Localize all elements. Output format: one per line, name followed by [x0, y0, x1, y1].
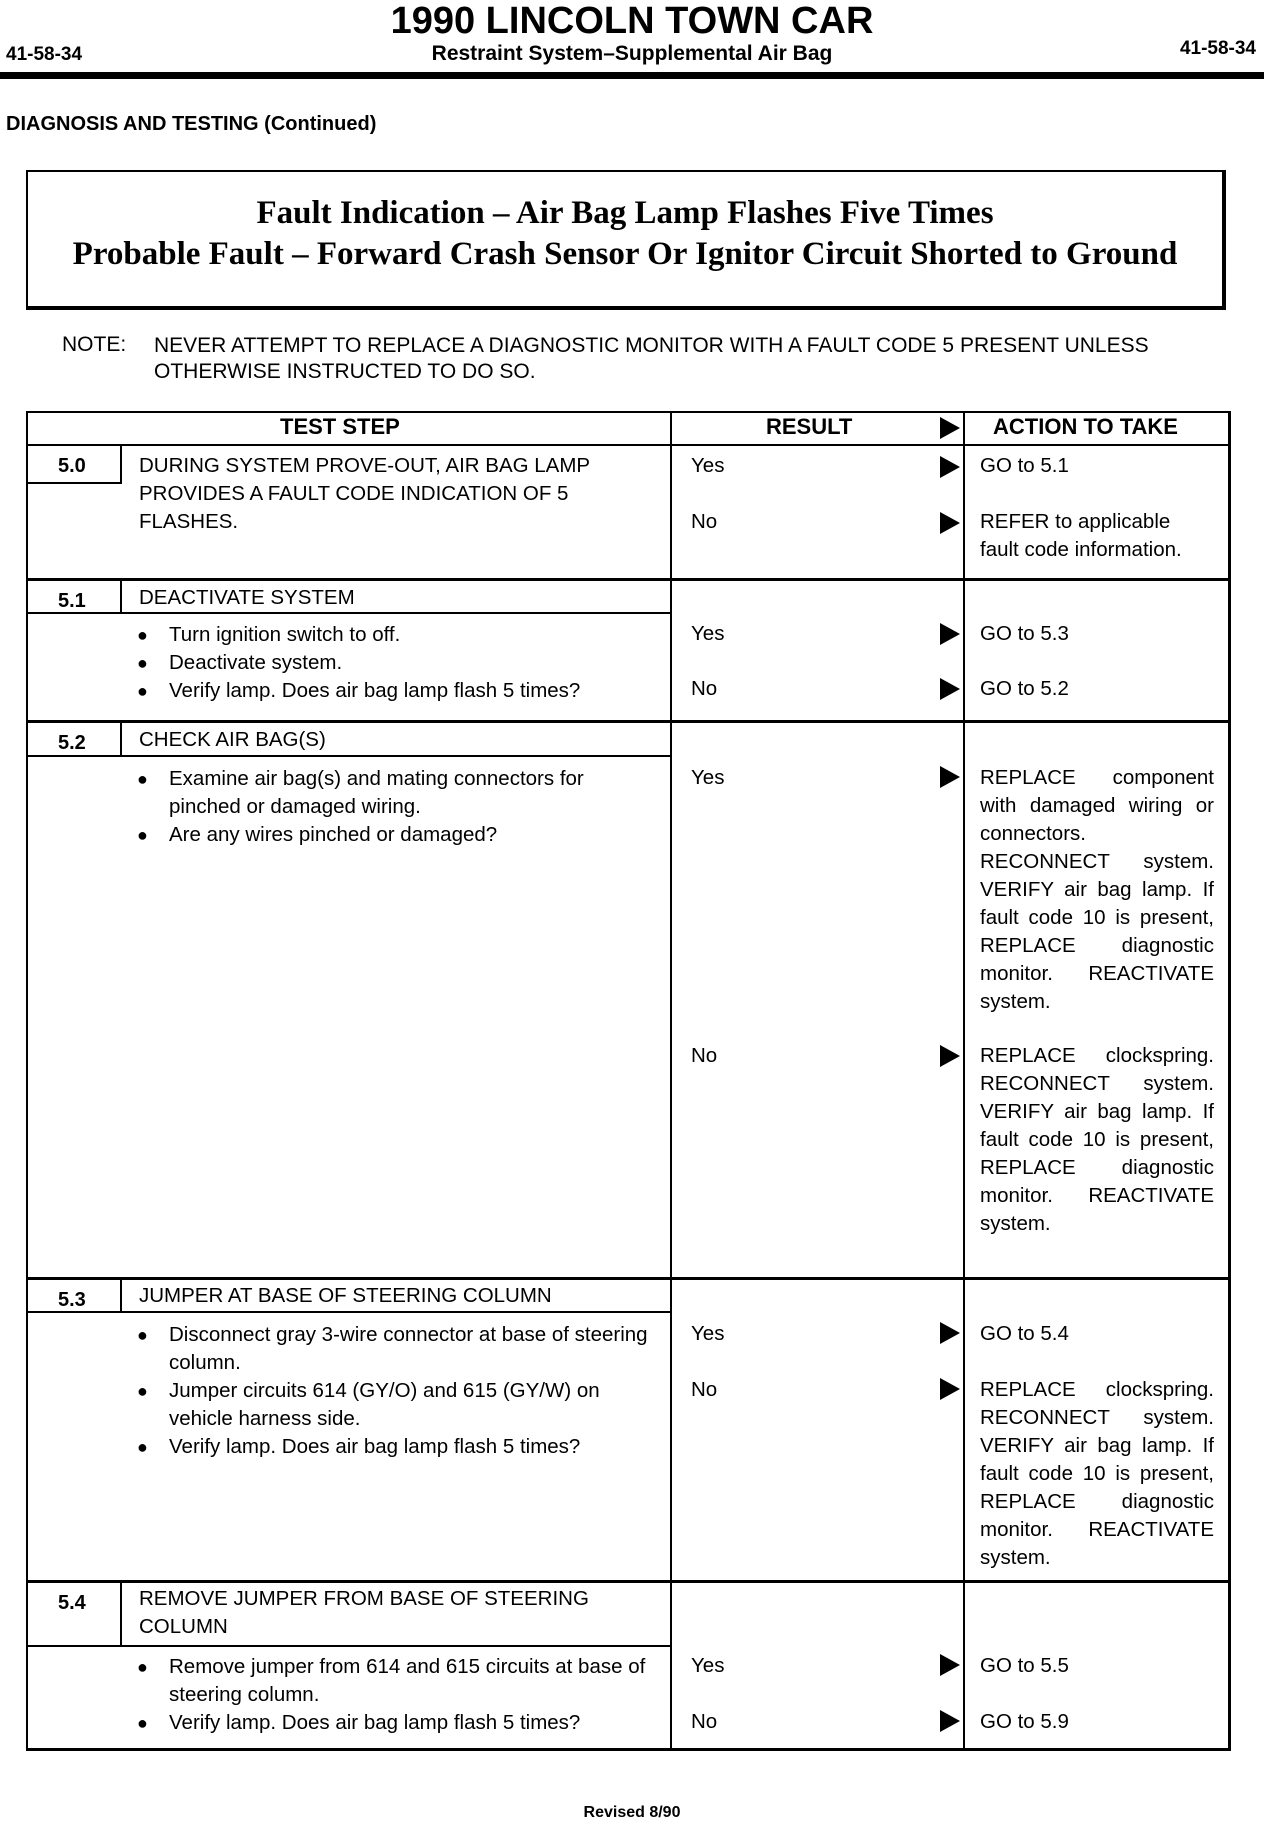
- arrow-icon: [940, 1654, 960, 1676]
- arrow-icon: [940, 456, 960, 478]
- step-title: CHECK AIR BAG(S): [139, 728, 326, 751]
- step-bullets: [135, 765, 655, 849]
- step-number: 5.3: [58, 1289, 86, 1311]
- title-rule: [26, 755, 670, 757]
- step-title: DEACTIVATE SYSTEM: [139, 586, 355, 609]
- arrow-icon: [940, 766, 960, 788]
- bullet-icon: ●: [137, 681, 148, 701]
- fault-box: [26, 170, 1226, 310]
- result-yes: Yes: [691, 622, 725, 645]
- result-yes: Yes: [691, 1322, 725, 1345]
- bullet-icon: ●: [137, 1657, 148, 1677]
- bullet-item: ● Disconnect gray 3-wire connector at base of steering column.: [137, 1323, 648, 1374]
- bullet-icon: ●: [137, 1713, 148, 1733]
- bullet-icon: ●: [137, 1325, 148, 1345]
- step-number-rule: [120, 581, 122, 613]
- bullet-icon: ●: [137, 1381, 148, 1401]
- step-number-rule: [120, 1280, 122, 1312]
- fault-indication: Fault Indication – Air Bag Lamp Flashes Five Times: [256, 195, 994, 231]
- arrow-icon: [940, 417, 960, 439]
- note-label: NOTE:: [62, 333, 127, 356]
- probable-fault: Probable Fault – Forward Crash Sensor Or Ignitor Circuit Shorted to Ground: [72, 236, 1178, 272]
- result-yes: Yes: [691, 454, 725, 477]
- step-number: 5.1: [58, 590, 86, 612]
- result-no: No: [691, 1378, 718, 1401]
- title-rule: [26, 612, 670, 614]
- bullet-icon: ●: [137, 1437, 148, 1457]
- bullet-item: ● Deactivate system.: [135, 649, 655, 677]
- column-divider: [670, 411, 672, 1751]
- bullet-item: ● Examine air bag(s) and mating connectors for pinched or damaged wiring.: [137, 767, 584, 818]
- action: REPLACE clockspring. RECONNECT system. VERIFY air bag lamp. If fault code 10 is present, REPLACE diagnostic monitor. REACTIVATE system.: [980, 1378, 1214, 1569]
- result-no: No: [691, 677, 718, 700]
- step-number: 5.2: [58, 732, 86, 754]
- bullet-item: ● Jumper circuits 614 (GY/O) and 615 (GY/W) on vehicle harness side.: [137, 1379, 600, 1430]
- step-title: REMOVE JUMPER FROM BASE OF STEERING COLUMN: [139, 1587, 589, 1638]
- header-result: RESULT: [766, 414, 853, 439]
- action: GO to 5.2: [980, 677, 1069, 700]
- action: GO to 5.1: [980, 454, 1069, 477]
- result-no: No: [691, 1710, 718, 1733]
- header-rule: [26, 444, 1231, 446]
- document-title: 1990 LINCOLN TOWN CAR: [390, 0, 874, 42]
- arrow-icon: [940, 623, 960, 645]
- row-divider: [26, 720, 1231, 723]
- header-rule: [0, 72, 1264, 79]
- header-test-step: TEST STEP: [280, 414, 400, 439]
- bullet-item: ● Verify lamp. Does air bag lamp flash 5 times?: [135, 1709, 655, 1737]
- result-yes: Yes: [691, 1654, 725, 1677]
- row-divider: [26, 1277, 1231, 1280]
- step-title: DURING SYSTEM PROVE-OUT, AIR BAG LAMP PROVIDES A FAULT CODE INDICATION OF 5 FLASHES.: [139, 454, 590, 533]
- step-bullets: [135, 621, 655, 705]
- action: REPLACE clockspring. RECONNECT system. VERIFY air bag lamp. If fault code 10 is present, REPLACE diagnostic monitor. REACTIVATE system.: [980, 1044, 1214, 1235]
- step-number-rule: [120, 1583, 122, 1645]
- arrow-icon: [940, 1322, 960, 1344]
- action: GO to 5.5: [980, 1654, 1069, 1677]
- step-bullets: [135, 1653, 655, 1737]
- row-divider: [26, 1580, 1231, 1583]
- step-title: JUMPER AT BASE OF STEERING COLUMN: [139, 1284, 552, 1307]
- arrow-icon: [940, 1710, 960, 1732]
- bullet-icon: ●: [137, 769, 148, 789]
- header-action: ACTION TO TAKE: [993, 414, 1178, 439]
- step-number: 5.0: [58, 455, 86, 477]
- page-number-left: 41-58-34: [6, 44, 83, 65]
- result-no: No: [691, 510, 718, 533]
- bullet-item: ● Verify lamp. Does air bag lamp flash 5 times?: [135, 1433, 655, 1461]
- section-title: DIAGNOSIS AND TESTING (Continued): [6, 113, 377, 135]
- column-divider: [963, 411, 965, 1751]
- bullet-icon: ●: [137, 653, 148, 673]
- document-subtitle: Restraint System–Supplemental Air Bag: [431, 42, 833, 65]
- result-yes: Yes: [691, 766, 725, 789]
- bullet-icon: ●: [137, 825, 148, 845]
- step-number: 5.4: [58, 1592, 86, 1614]
- revision-note: Revised 8/90: [583, 1804, 681, 1821]
- bullet-item: ● Turn ignition switch to off.: [135, 621, 655, 649]
- page-number-right: 41-58-34: [1179, 38, 1256, 59]
- action: GO to 5.9: [980, 1710, 1069, 1733]
- arrow-icon: [940, 678, 960, 700]
- arrow-icon: [940, 1378, 960, 1400]
- bullet-item: ● Remove jumper from 614 and 615 circuits at base of steering column.: [137, 1655, 646, 1706]
- title-rule: [26, 1311, 670, 1313]
- step-bullets: [135, 1321, 655, 1461]
- note-text: NEVER ATTEMPT TO REPLACE A DIAGNOSTIC MONITOR WITH A FAULT CODE 5 PRESENT UNLESS OTHERWISE INSTRUCTED TO DO SO.: [154, 334, 1149, 383]
- bullet-icon: ●: [137, 625, 148, 645]
- bullet-item: ● Are any wires pinched or damaged?: [135, 821, 655, 849]
- action: REFER to applicable fault code information.: [980, 510, 1182, 561]
- title-rule: [26, 1645, 670, 1647]
- arrow-icon: [940, 512, 960, 534]
- action: REPLACE component with damaged wiring or connectors. RECONNECT system. VERIFY air bag lamp. If fault code 10 is present, REPLACE diagnostic monitor. REACTIVATE system.: [980, 766, 1214, 1013]
- arrow-icon: [940, 1045, 960, 1067]
- row-divider: [26, 578, 1231, 581]
- step-number-rule: [120, 723, 122, 755]
- action: GO to 5.3: [980, 622, 1069, 645]
- bullet-item: ● Verify lamp. Does air bag lamp flash 5 times?: [135, 677, 655, 705]
- result-no: No: [691, 1044, 718, 1067]
- action: GO to 5.4: [980, 1322, 1069, 1345]
